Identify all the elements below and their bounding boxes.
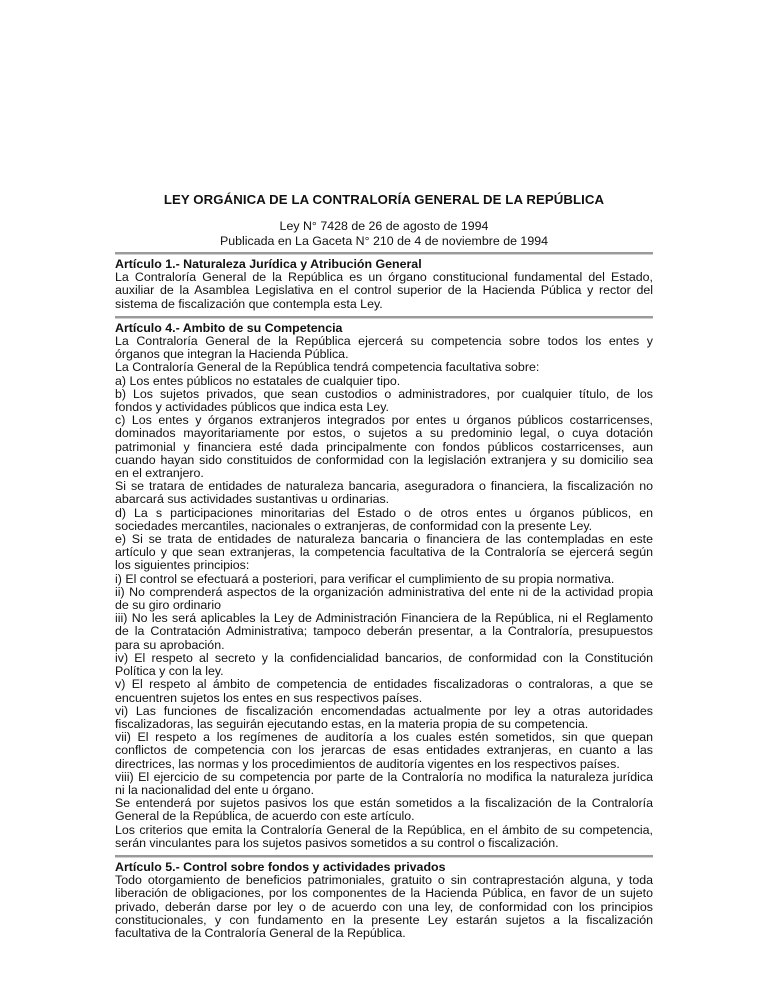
article-paragraph	[115, 271, 653, 311]
text-line: órganos que integran la Hacienda Pública.	[115, 347, 349, 362]
article-paragraph	[115, 731, 653, 771]
article-paragraph	[115, 335, 653, 361]
text-line: de la Contratación Administrativa; tampoco deberán presentar, a la Contraloría, presupuestos	[115, 624, 653, 639]
text-line: fondos y actividades públicos que indica esta Ley.	[115, 400, 389, 415]
text-line: constitucionales, y con fundamento en la presente Ley estarán sujetos a la fiscalización	[115, 912, 653, 927]
article-paragraph	[115, 824, 653, 850]
text-line: los siguientes principios:	[115, 558, 250, 573]
text-line: conflictos de competencia con los jerarcas de esas entidades extranjeras, en cuanto a las	[115, 743, 653, 758]
text-line: Todo otorgamiento de beneficios patrimoniales, gratuito o sin contraprestación alguna, y toda	[115, 873, 653, 888]
article-paragraph	[115, 612, 653, 652]
article-paragraph	[115, 874, 653, 940]
text-line: ni la nacionalidad del ente u órgano.	[115, 782, 315, 797]
gazette-publication: Publicada en La Gaceta N° 210 de 4 de noviembre de 1994	[219, 233, 549, 248]
article-paragraph	[115, 652, 653, 678]
article-paragraph	[115, 480, 653, 506]
text-line: directrices, las normas y los procedimientos de auditoría vigentes en los respectivos países.	[115, 756, 620, 771]
document-title: LEY ORGÁNICA DE LA CONTRALORÍA GENERAL DE LA REPÚBLICA	[163, 192, 605, 207]
section-divider	[115, 316, 653, 319]
article-paragraph	[115, 797, 653, 823]
text-line: cuando hayan sido constituidos de conformidad con la legislación extranjera y su domicilio sea	[115, 452, 653, 467]
article-section	[115, 258, 653, 311]
text-line: La Contraloría General de la República es un órgano constitucional fundamental del Estado,	[115, 270, 653, 285]
text-line: Si se tratara de entidades de naturaleza bancaria, aseguradora o financiera, la fiscalización no	[115, 479, 653, 494]
article-section	[115, 861, 653, 940]
text-line: fiscalizadoras, las seguirán ejecutando estas, en la materia propia de su competencia.	[115, 716, 589, 731]
text-line: La Contraloría General de la República tendrá competencia facultativa sobre:	[115, 360, 540, 375]
text-line: serán vinculantes para los sujetos pasivos sometidos a su control o fiscalización.	[115, 835, 559, 850]
article-paragraph	[115, 533, 653, 573]
text-line: sistema de fiscalización que contempla esta Ley.	[115, 296, 383, 311]
text-line: e) Si se trata de entidades de naturaleza bancaria o financiera de las contempladas en este	[115, 532, 653, 547]
text-line: en el extranjero.	[115, 466, 204, 481]
law-number: Ley N° 7428 de 26 de agosto de 1994	[279, 219, 489, 233]
article-paragraph	[115, 678, 653, 704]
article-heading: Artículo 4.- Ambito de su Competencia	[115, 320, 343, 335]
text-line: sociedades mercantiles, nacionales o extranjeras, de conformidad con la presente Ley.	[115, 518, 593, 533]
text-line: La Contraloría General de la República ejercerá su competencia sobre todos los entes y	[115, 334, 653, 349]
articles-list	[115, 252, 653, 940]
text-line: v) El respeto al ámbito de competencia de entidades fiscalizadoras o contraloras, a que se	[115, 677, 653, 692]
text-line: vi) Las funciones de fiscalización encomendadas actualmente por ley a otras autoridades	[115, 703, 653, 718]
article-heading: Artículo 5.- Control sobre fondos y actividades privados	[115, 859, 446, 874]
text-line: iii) No les será aplicables la Ley de Administración Financiera de la República, ni el Reglamento	[115, 611, 653, 626]
text-line: a) Los entes públicos no estatales de cualquier tipo.	[115, 373, 401, 388]
text-line: auxiliar de la Asamblea Legislativa en el control superior de la Hacienda Pública y rector del	[115, 283, 653, 298]
text-line: abarcará sus actividades sustantivas u ordinarias.	[115, 492, 390, 507]
article-paragraph	[115, 388, 653, 414]
article-paragraph	[115, 414, 653, 480]
text-line: para su aprobación.	[115, 637, 225, 652]
article-paragraph	[115, 771, 653, 797]
article-section	[115, 322, 653, 850]
article-paragraph	[115, 375, 653, 388]
article-heading: Artículo 1.- Naturaleza Jurídica y Atribución General	[115, 257, 422, 271]
section-divider	[115, 855, 653, 858]
text-line: d) La s participaciones minoritarias del Estado o de otros entes u órganos públicos, en	[115, 505, 653, 520]
text-line: dominados mayoritariamente por estos, o sujetos a su predominio legal, o cuya dotación	[115, 426, 653, 441]
text-line: i) El control se efectuará a posteriori, para verificar el cumplimiento de su propia normativa.	[115, 571, 615, 586]
document-page	[115, 192, 653, 945]
section-divider	[115, 252, 653, 255]
article-paragraph	[115, 507, 653, 533]
text-line: Los criterios que emita la Contraloría General de la República, en el ámbito de su competencia,	[115, 822, 653, 837]
text-line: c) Los entes y órganos extranjeros integrados por entes u órganos públicos costarricenses,	[115, 413, 653, 428]
article-paragraph	[115, 361, 653, 374]
text-line: artículo y que sean extranjeras, la competencia facultativa de la Contraloría se ejercerá según	[115, 545, 653, 560]
text-line: liberación de obligaciones, por los componentes de la Hacienda Pública, en favor de un sujeto	[115, 886, 653, 901]
text-line: Política y con la ley.	[115, 664, 224, 679]
text-line: viii) El ejercicio de su competencia por parte de la Contraloría no modifica la naturaleza jurídica	[115, 769, 653, 784]
text-line: General de la República, de acuerdo con este artículo.	[115, 809, 415, 824]
text-line: encuentren sujetos los entes en sus respectivos países.	[115, 690, 423, 705]
article-paragraph	[115, 586, 653, 612]
text-line: Se entenderá por sujetos pasivos los que están sometidos a la fiscalización de la Contraloría	[115, 796, 653, 811]
text-line: de su giro ordinario	[115, 598, 222, 613]
publication-info	[115, 219, 653, 248]
text-line: ii) No comprenderá aspectos de la organización administrativa del ente ni de la actividad propia	[115, 584, 653, 599]
text-line: b) Los sujetos privados, que sean custodios o administradores, por cualquier título, de los	[115, 386, 653, 401]
text-line: facultativa de la Contraloría General de la República.	[115, 925, 406, 940]
text-line: iv) El respeto al secreto y la confidencialidad bancarios, de conformidad con la Constitución	[115, 650, 653, 665]
text-line: vii) El respeto a los regímenes de auditoría a los cuales estén sometidos, sin que quepan	[115, 730, 653, 745]
article-paragraph	[115, 705, 653, 731]
article-paragraph	[115, 573, 653, 586]
text-line: patrimonial y financiera esté dada principalmente con fondos públicos costarricenses, aun	[115, 439, 653, 454]
text-line: privado, deberán darse por ley o de acuerdo con una ley, de conformidad con los principios	[115, 899, 653, 914]
